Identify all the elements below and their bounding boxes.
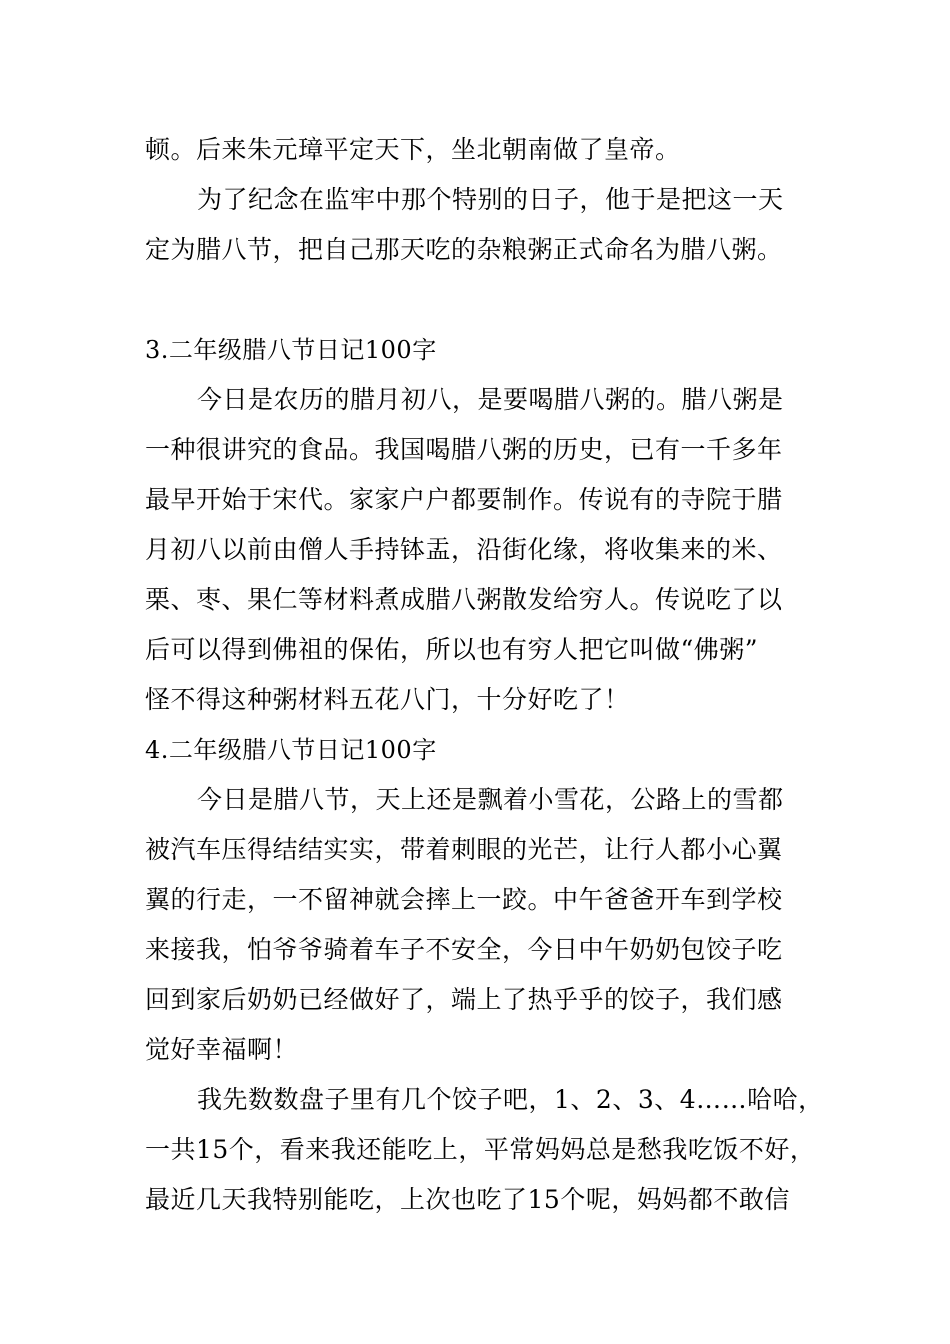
text-line: 今日是腊八节，天上还是飘着小雪花，公路上的雪都: [197, 785, 784, 814]
text-line: 一种很讲究的食品。我国喝腊八粥的历史，已有一千多年: [145, 435, 783, 464]
text-line: 翼的行走，一不留神就会摔上一跤。中午爸爸开车到学校: [145, 885, 783, 914]
text-line: 我先数数盘子里有几个饺子吧，1、2、3、4……哈哈，: [197, 1085, 824, 1114]
text-line: 后可以得到佛祖的保佑，所以也有穷人把它叫做“佛粥”: [145, 635, 759, 664]
text-line: 最近几天我特别能吃，上次也吃了15个呢，妈妈都不敢信: [145, 1185, 790, 1214]
text-line: 怪不得这种粥材料五花八门，十分好吃了！: [145, 685, 630, 714]
text-line: 来接我，怕爷爷骑着车子不安全，今日中午奶奶包饺子吃: [145, 935, 783, 964]
text-line: 顿。后来朱元璋平定天下，坐北朝南做了皇帝。: [145, 135, 681, 164]
text-line: 栗、枣、果仁等材料煮成腊八粥散发给穷人。传说吃了以: [145, 585, 783, 614]
text-line: 被汽车压得结结实实，带着刺眼的光芒，让行人都小心翼: [145, 835, 783, 864]
section-heading: 3.二年级腊八节日记100字: [145, 336, 437, 364]
text-line: 最早开始于宋代。家家户户都要制作。传说有的寺院于腊: [145, 485, 783, 514]
text-line: 觉好幸福啊！: [145, 1035, 299, 1064]
text-line: 为了纪念在监牢中那个特别的日子，他于是把这一天: [197, 185, 784, 214]
text-line: 定为腊八节，把自己那天吃的杂粮粥正式命名为腊八粥。: [145, 235, 783, 264]
text-line: 回到家后奶奶已经做好了，端上了热乎乎的饺子，我们感: [145, 985, 783, 1014]
text-line: 一共15个，看来我还能吃上，平常妈妈总是愁我吃饭不好，: [145, 1135, 816, 1164]
section-heading: 4.二年级腊八节日记100字: [145, 736, 437, 764]
text-line: 今日是农历的腊月初八，是要喝腊八粥的。腊八粥是: [197, 385, 784, 414]
text-line: 月初八以前由僧人手持钵盂，沿街化缘，将收集来的米、: [145, 535, 783, 564]
